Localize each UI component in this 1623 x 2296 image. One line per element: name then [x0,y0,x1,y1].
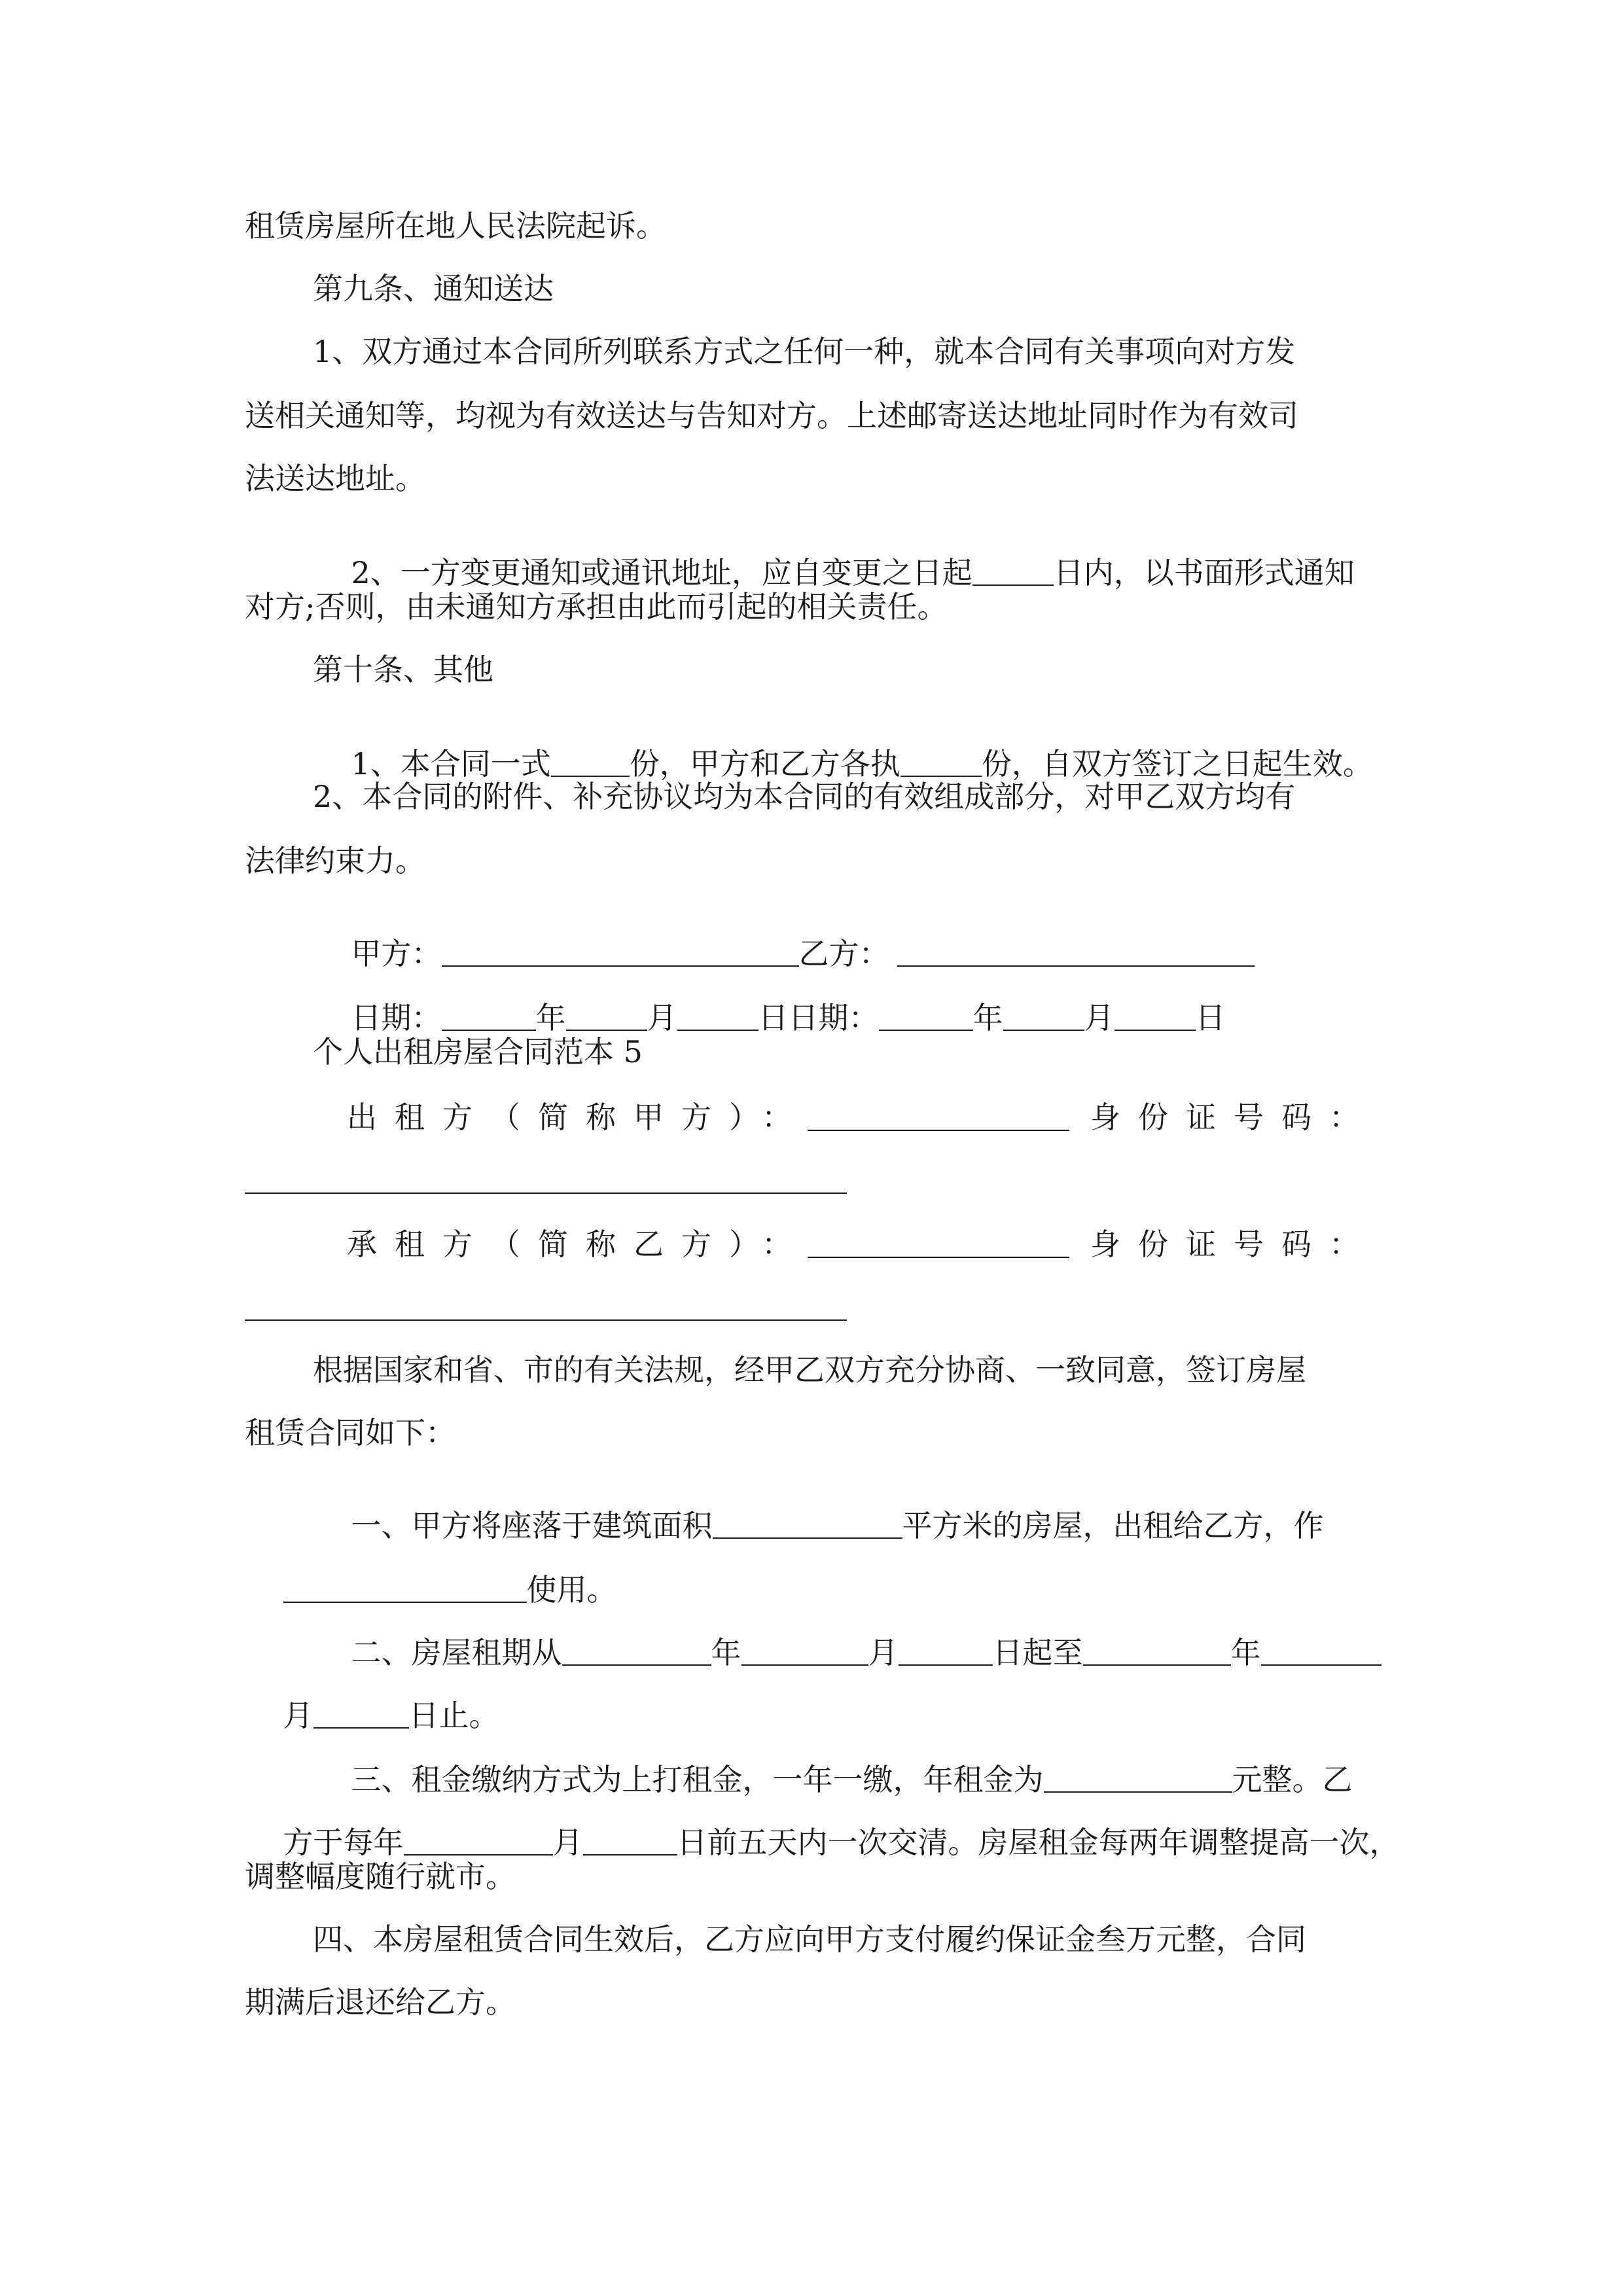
text-segment: 年 [535,1000,566,1035]
text-segment: 月 [552,1825,583,1860]
text-segment: 一、甲方将座落于建筑面积 [351,1508,713,1543]
text-segment: 日止。 [408,1698,499,1733]
text-segment: 月 [1084,1000,1115,1035]
date-label: 日期： [351,1000,442,1035]
article-10-heading: 第十条、其他 [313,652,493,687]
text-segment: 二、房屋租期从 [351,1635,562,1670]
party-b-label: 乙方： [798,936,889,971]
start-day-field[interactable] [899,1638,993,1666]
text-segment: 2、一方变更通知或通讯地址，应自变更之日起 [351,555,972,590]
party-a-label: 甲方： [351,936,442,971]
text-segment: 日前五天内一次交清。房屋租金每两年调整提高一次， [677,1825,1400,1860]
text-segment: 1、本合同一式 [351,746,551,781]
start-month-field[interactable] [741,1638,868,1666]
month-field[interactable] [1003,1003,1084,1031]
text-segment: 年 [711,1635,741,1670]
lessee-label: 承租方（简称乙方）： [347,1227,810,1262]
contract-title: 个人出租房屋合同范本 5 [313,1034,643,1069]
text-line: 租赁合同如下： [245,1415,455,1450]
text-line: 调整幅度随行就市。 [245,1859,516,1894]
lessee-name-field[interactable] [808,1257,1069,1258]
text-segment: 月 [868,1635,899,1670]
id-number-label: 身份证号码： [1090,1100,1377,1135]
payment-month-field[interactable] [404,1828,553,1856]
text-segment: 份，甲方和乙方各执 [629,746,901,781]
year-field[interactable] [879,1003,973,1031]
text-line: 根据国家和省、市的有关法规，经甲乙双方充分协商、一致同意，签订房屋 [313,1352,1306,1388]
text-line: 法送达地址。 [245,461,425,496]
text-segment: 元整。乙 [1232,1762,1353,1797]
text-segment: 日内，以书面形式通知 [1053,555,1355,590]
party-a-signature-field[interactable] [442,939,799,967]
lessor-name-field[interactable] [808,1130,1069,1131]
text-segment: 使用。 [526,1572,617,1607]
text-line: 2、本合同的附件、补充协议均为本合同的有效组成部分，对甲乙双方均有 [313,779,1296,814]
blank-field[interactable] [972,558,1054,586]
text-line: 对方;否则，由未通知方承担由此而引起的相关责任。 [245,589,948,624]
payment-day-field[interactable] [583,1828,677,1856]
day-field[interactable] [677,1003,758,1031]
text-line: 送相关通知等，均视为有效送达与告知对方。上述邮寄送达地址同时作为有效司 [245,398,1298,433]
usage-field[interactable] [283,1575,527,1603]
text-segment: 三、租金缴纳方式为上打租金，一年一缴，年租金为 [351,1762,1044,1797]
text-line: 法律约束力。 [245,843,425,878]
blank-field[interactable] [551,749,630,777]
year-field[interactable] [442,1003,536,1031]
text-segment: 平方米的房屋，出租给乙方，作 [902,1508,1324,1543]
text-segment: 日日期： [758,1000,879,1035]
text-line: 1、双方通过本合同所列联系方式之任何一种，就本合同有关事项向对方发 [313,334,1296,369]
text-segment: 方于每年 [283,1825,404,1860]
start-year-field[interactable] [562,1638,711,1666]
annual-rent-field[interactable] [1044,1765,1232,1793]
blank-field[interactable] [901,749,982,777]
text-segment: 年 [972,1000,1003,1035]
text-segment: 月 [283,1698,313,1733]
text-segment: 年 [1230,1635,1261,1670]
text-line: 四、本房屋租赁合同生效后，乙方应向甲方支付履约保证金叁万元整，合同 [313,1922,1306,1957]
area-field[interactable] [713,1511,902,1539]
lessee-id-field[interactable] [245,1319,847,1321]
text-segment: 日 [1195,1000,1226,1035]
day-field[interactable] [1115,1003,1196,1031]
month-field[interactable] [566,1003,647,1031]
end-year-field[interactable] [1083,1638,1231,1666]
lessor-id-field[interactable] [245,1193,847,1194]
end-day-field[interactable] [313,1701,409,1729]
text-line: 租赁房屋所在地人民法院起诉。 [245,208,666,243]
lessor-label: 出租方（简称甲方）： [347,1100,810,1135]
text-line: 期满后退还给乙方。 [245,1984,516,2020]
id-number-label: 身份证号码： [1090,1227,1377,1262]
article-9-heading: 第九条、通知送达 [313,271,554,306]
end-month-field[interactable] [1261,1638,1382,1666]
text-segment: 日起至 [992,1635,1083,1670]
text-segment: 份，自双方签订之日起生效。 [981,746,1373,781]
text-segment: 月 [647,1000,677,1035]
party-b-signature-field[interactable] [897,939,1255,967]
